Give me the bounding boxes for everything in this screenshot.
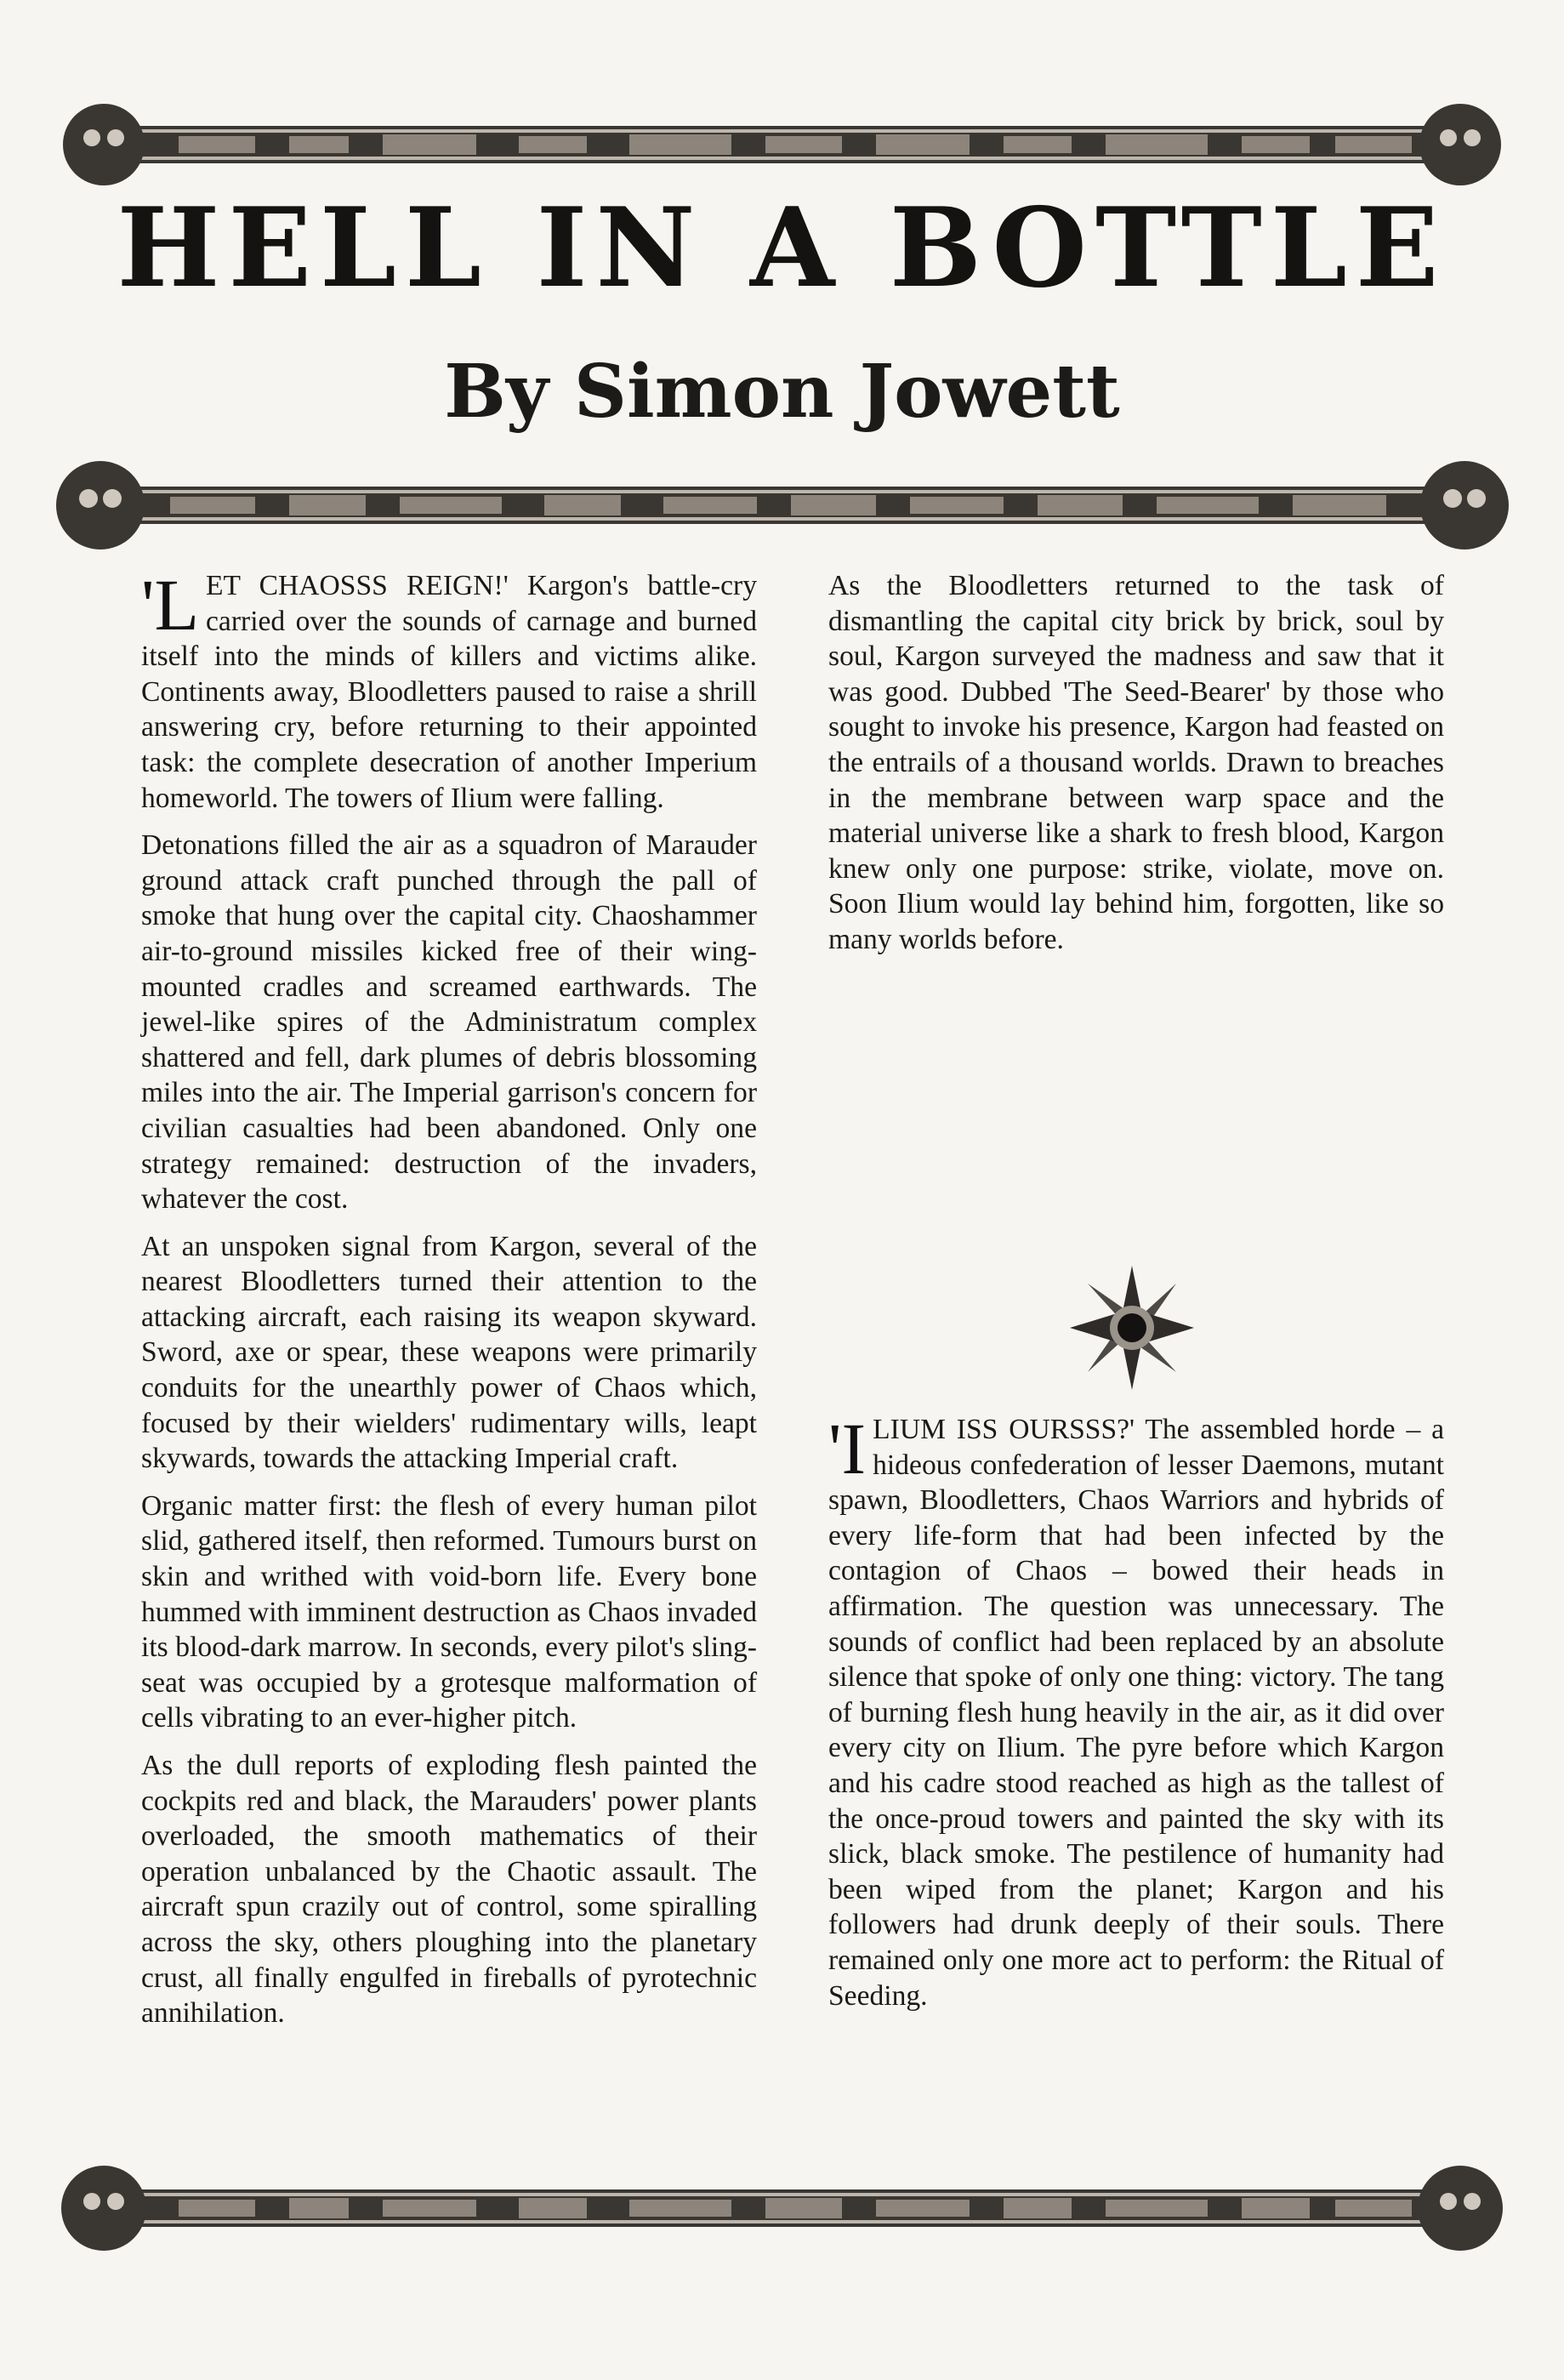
opening-text: ET CHAOSSS REIGN!' Kargon's battle-cry carried over the sounds of carnage and burned itself into the minds of killers and victims alike. Continents away, Bloodletters paused to raise a shrill answering cry, before returning to their appointed task: the complete desecration of another Imperium homeworld. The towers of Ilium were falling. <box>141 570 757 814</box>
drop-cap: 'I <box>828 1408 867 1489</box>
right-column-part2 <box>828 1408 1444 2025</box>
article-byline: By Simon Jowett <box>444 349 1120 435</box>
paragraph: Organic matter first: the flesh of every human pilot slid, gathered itself, then reformed. Tumours burst on skin and writhed with void-born life. Every bone hummed with imminent destruction as Chaos invaded its blood-dark marrow. In seconds, every pilot's sling-seat was occupied by a grotesque malformation of cells vibrating to an ever-higher pitch. <box>141 1489 757 1734</box>
chaos-star-emblem <box>1070 1266 1194 1394</box>
opening-text: LIUM ISS OURSSS?' The assembled horde – a hideous confederation of lesser Daemons, mutant spawn, Bloodletters, Chaos Warriors and hybrids of every life-form that had been infected by the contagion of Chaos – bowed their heads in affirmation. The question was unnecessary. The sounds of conflict had been replaced by an absolute silence that spoke of only one thing: victory. The tang of burning flesh hung heavily in the air, as it did over every city on Ilium. The pyre before which Kargon and his cadre stood reached as high as the tallest of the once-proud towers and painted the sky with its slick, black smoke. The pestilence of humanity had been wiped from the planet; Kargon and his followers had drunk deeply of their souls. There remained only one more act to perform: the Ritual of Seeding. <box>828 1414 1444 2012</box>
middle-ornate-border <box>0 442 1564 561</box>
bottom-ornate-border <box>0 2144 1564 2271</box>
right-column <box>828 568 1444 970</box>
article-title: HELL IN A BOTTLE <box>117 185 1447 312</box>
paragraph: At an unspoken signal from Kargon, several of the nearest Bloodletters turned their attention to the attacking aircraft, each raising its weapon skyward. Sword, axe or spear, these weapons were primarily conduits for the unearthly power of Chaos which, focused by their wielders' rudimentary wills, leapt skywards, towards the attacking Imperial craft. <box>141 1230 757 1475</box>
paragraph: As the dull reports of exploding flesh painted the cockpits red and black, the Marauders' power plants overloaded, the smooth mathematics of their operation unbalanced by the Chaotic assault. The aircraft spun crazily out of control, some spiralling across the sky, others ploughing into the planetary crust, all finally engulfed in fireballs of pyrotechnic annihilation. <box>141 1750 757 2030</box>
left-column <box>141 564 757 2043</box>
drop-cap: 'L <box>141 564 200 646</box>
paragraph <box>141 564 757 816</box>
paragraph: Detonations filled the air as a squadron of Marauder ground attack craft punched through the pall of smoke that hung over the capital city. Chaoshammer air-to-ground missiles kicked free of their wing-mounted cradles and screamed earthwards. The jewel-like spires of the Administratum complex shattered and fell, dark plumes of debris blossoming miles into the air. The Imperial garrison's concern for civilian casualties had been abandoned. Only one strategy remained: destruction of the invaders, whatever the cost. <box>141 829 757 1216</box>
paragraph <box>828 1408 1444 2013</box>
paragraph: As the Bloodletters returned to the task of dismantling the capital city brick by brick, soul by soul, Kargon surveyed the madness and saw that it was good. Dubbed 'The Seed-Bearer' by those who sought to invoke his presence, Kargon had feasted on the entrails of a thousand worlds. Drawn to breaches in the membrane between warp space and the material universe like a shark to fresh blood, Kargon knew only one purpose: strike, violate, move on. Soon Ilium would lay behind him, forgotten, like so many worlds before. <box>828 570 1444 955</box>
